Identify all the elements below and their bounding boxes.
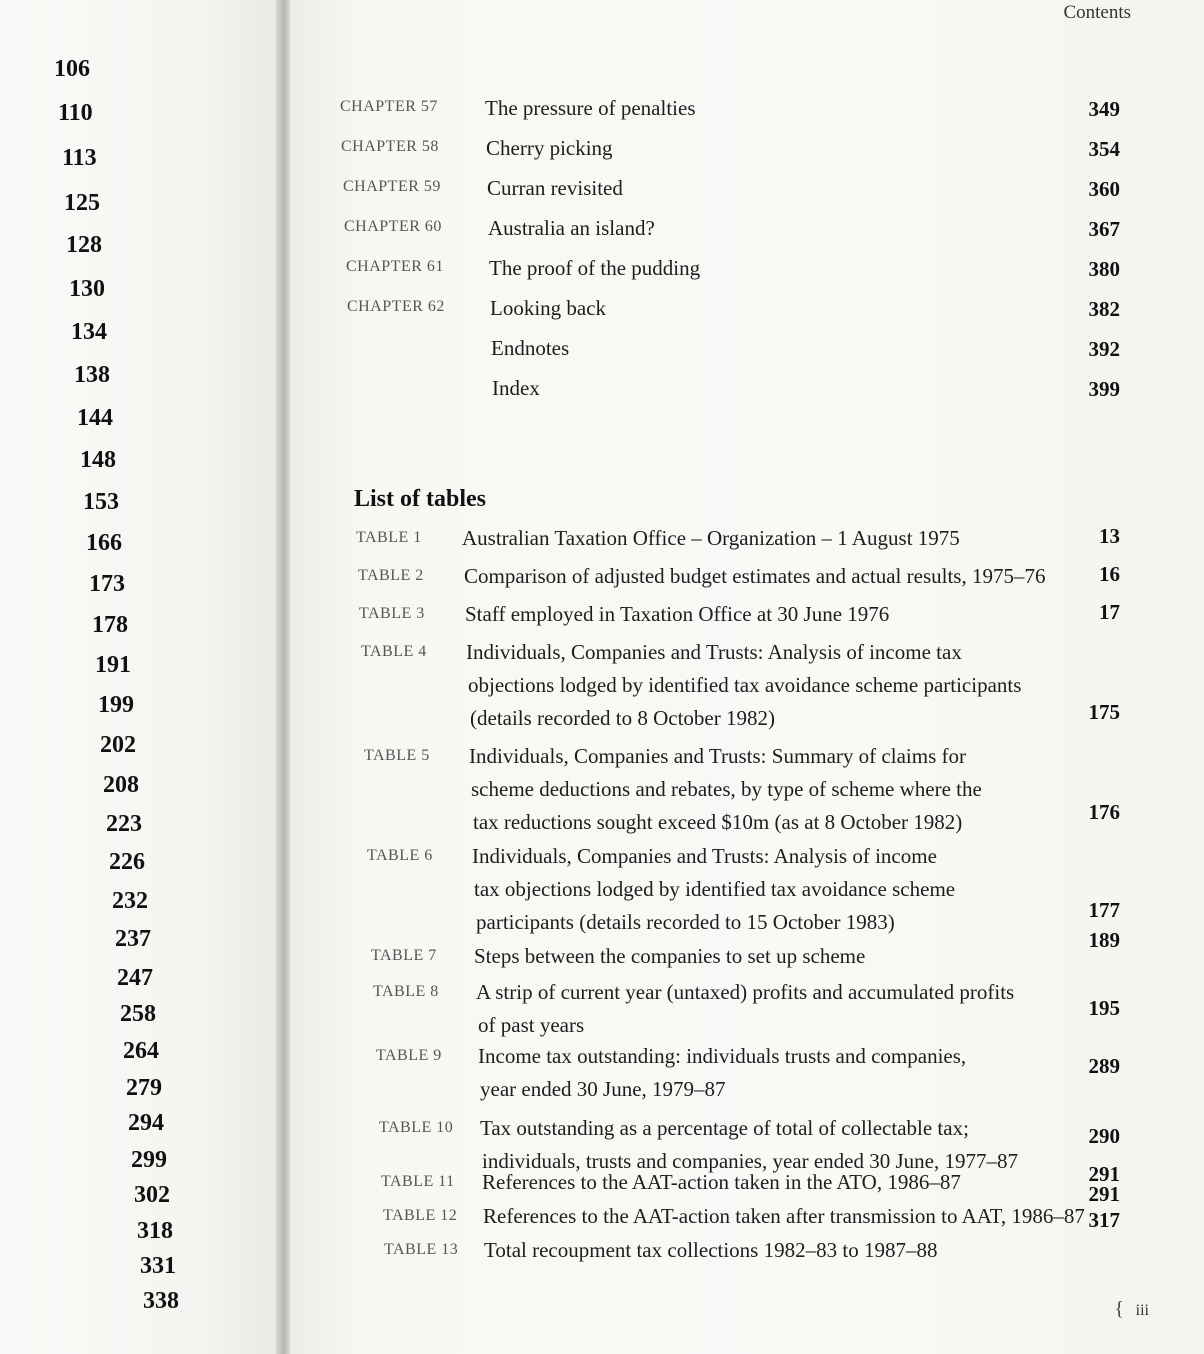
left-page-number: 264 — [123, 1038, 159, 1064]
table-label: TABLE 2 — [358, 567, 424, 584]
left-page-number: 199 — [98, 692, 134, 718]
table-page-number: 290 — [1088, 1124, 1120, 1148]
table-title-line: year ended 30 June, 1979–87 — [480, 1077, 726, 1101]
chapter-page-number: 382 — [1088, 297, 1120, 321]
table-title-line: individuals, trusts and companies, year ended 30 June, 1977–87 — [482, 1149, 1018, 1173]
table-page-number: 17 — [1099, 600, 1120, 624]
table-title-line: Tax outstanding as a percentage of total of collectable tax; — [480, 1116, 969, 1140]
chapter-page-number: 392 — [1088, 337, 1120, 361]
left-page-number: 178 — [92, 612, 128, 638]
left-page-number: 202 — [100, 732, 136, 758]
left-page-number: 106 — [54, 56, 90, 82]
left-page-number: 331 — [140, 1253, 176, 1279]
chapter-label: CHAPTER 60 — [344, 218, 442, 235]
left-page-number: 223 — [106, 811, 142, 837]
table-label: TABLE 7 — [371, 947, 437, 964]
table-page-number: 317 — [1088, 1208, 1120, 1232]
left-page-number: 191 — [95, 652, 131, 678]
table-title-line: tax reductions sought exceed $10m (as at 8 October 1982) — [473, 810, 963, 834]
folio-brace: { — [1114, 1298, 1124, 1320]
left-page-number: 232 — [112, 888, 148, 914]
chapter-label: CHAPTER 61 — [346, 258, 444, 275]
table-page-number: 175 — [1088, 700, 1120, 724]
table-title-line: tax objections lodged by identified tax avoidance scheme — [474, 877, 956, 901]
previous-page — [0, 0, 284, 1354]
left-page-number: 144 — [77, 405, 113, 431]
table-label: TABLE 1 — [356, 529, 422, 546]
left-page-number: 302 — [134, 1182, 170, 1208]
chapter-label: CHAPTER 59 — [343, 178, 441, 195]
table-title-line: References to the AAT-action taken in the ATO, 1986–87 — [482, 1170, 961, 1194]
running-head: Contents — [1063, 2, 1131, 23]
table-page-number: 16 — [1099, 562, 1120, 586]
page-folio: iii — [1135, 1302, 1149, 1319]
left-page-number: 113 — [62, 145, 97, 171]
table-title-line: Total recoupment tax collections 1982–83 to 1987–88 — [484, 1238, 938, 1262]
table-label: TABLE 6 — [367, 847, 433, 864]
table-label: TABLE 3 — [359, 605, 425, 622]
table-title-line: Income tax outstanding: individuals trusts and companies, — [478, 1044, 967, 1068]
table-title-line: Staff employed in Taxation Office at 30 June 1976 — [465, 602, 890, 626]
left-page-number: 130 — [69, 276, 105, 302]
table-title-line: Individuals, Companies and Trusts: Analysis of income tax — [466, 640, 962, 664]
chapter-page-number: 367 — [1088, 217, 1120, 241]
left-page-number: 153 — [83, 489, 119, 515]
table-label: TABLE 10 — [379, 1119, 454, 1136]
left-page-number: 237 — [115, 926, 151, 952]
table-title-line: Individuals, Companies and Trusts: Analysis of income — [472, 844, 937, 868]
chapter-title: The proof of the pudding — [489, 256, 701, 280]
table-label: TABLE 9 — [376, 1047, 442, 1064]
chapter-page-number: 349 — [1088, 97, 1120, 121]
table-page-number: 177 — [1088, 898, 1120, 922]
chapter-title: Cherry picking — [486, 136, 613, 160]
table-page-number: 291 — [1088, 1182, 1120, 1206]
table-label: TABLE 12 — [383, 1207, 458, 1224]
left-page-number: 134 — [71, 319, 107, 345]
left-page-number: 294 — [128, 1110, 164, 1136]
left-page-number: 166 — [86, 530, 122, 556]
chapter-title: Endnotes — [491, 336, 570, 360]
table-title-line: scheme deductions and rebates, by type of scheme where the — [471, 777, 982, 801]
table-title-line: A strip of current year (untaxed) profits and accumulated profits — [476, 980, 1015, 1004]
table-label: TABLE 8 — [373, 983, 439, 1000]
left-page-number: 318 — [137, 1218, 173, 1244]
table-title-line: Comparison of adjusted budget estimates and actual results, 1975–76 — [464, 564, 1046, 588]
chapter-label: CHAPTER 58 — [341, 138, 439, 155]
left-page-number: 258 — [120, 1001, 156, 1027]
table-page-number: 195 — [1088, 996, 1120, 1020]
table-title-line: (details recorded to 8 October 1982) — [470, 706, 775, 730]
left-page-number: 338 — [143, 1288, 179, 1314]
chapter-title: The pressure of penalties — [485, 96, 696, 120]
chapter-page-number: 380 — [1088, 257, 1120, 281]
table-title-line: Individuals, Companies and Trusts: Summary of claims for — [469, 744, 966, 768]
chapter-label: CHAPTER 62 — [347, 298, 445, 315]
chapter-label: CHAPTER 57 — [340, 98, 438, 115]
table-title-line: Steps between the companies to set up scheme — [474, 944, 866, 968]
table-title-line: of past years — [478, 1013, 585, 1037]
left-page-number: 226 — [109, 849, 145, 875]
table-label: TABLE 5 — [364, 747, 430, 764]
chapter-title: Looking back — [490, 296, 607, 320]
table-title-line: participants (details recorded to 15 October 1983) — [476, 910, 895, 934]
left-page-number: 128 — [66, 232, 102, 258]
table-page-number: 289 — [1088, 1054, 1120, 1078]
chapter-page-number: 399 — [1088, 377, 1120, 401]
left-page-number: 299 — [131, 1147, 167, 1173]
left-page-number: 173 — [89, 571, 125, 597]
left-page-number: 279 — [126, 1075, 162, 1101]
table-page-number: 291 — [1088, 1162, 1120, 1186]
chapter-page-number: 354 — [1088, 137, 1120, 161]
left-page-number: 138 — [74, 362, 110, 388]
list-of-tables-heading: List of tables — [354, 486, 486, 512]
table-title-line: objections lodged by identified tax avoidance scheme participants — [468, 673, 1022, 697]
chapter-title: Curran revisited — [487, 176, 623, 200]
chapter-title: Index — [492, 376, 540, 400]
left-page-number: 208 — [103, 772, 139, 798]
table-label: TABLE 13 — [384, 1241, 459, 1258]
left-page-number: 148 — [80, 447, 116, 473]
chapter-title: Australia an island? — [488, 216, 655, 240]
chapter-page-number: 360 — [1088, 177, 1120, 201]
table-title-line: Australian Taxation Office – Organization – 1 August 1975 — [462, 526, 960, 550]
left-page-number: 247 — [117, 965, 153, 991]
table-title-line: References to the AAT-action taken after transmission to AAT, 1986–87 — [483, 1204, 1085, 1228]
left-page-number: 110 — [58, 100, 93, 126]
table-label: TABLE 4 — [361, 643, 427, 660]
table-page-number: 176 — [1088, 800, 1120, 824]
left-page-number: 125 — [64, 190, 100, 216]
table-page-number: 189 — [1088, 928, 1120, 952]
table-label: TABLE 11 — [381, 1173, 455, 1190]
table-page-number: 13 — [1099, 524, 1120, 548]
contents-page — [290, 0, 1204, 1354]
